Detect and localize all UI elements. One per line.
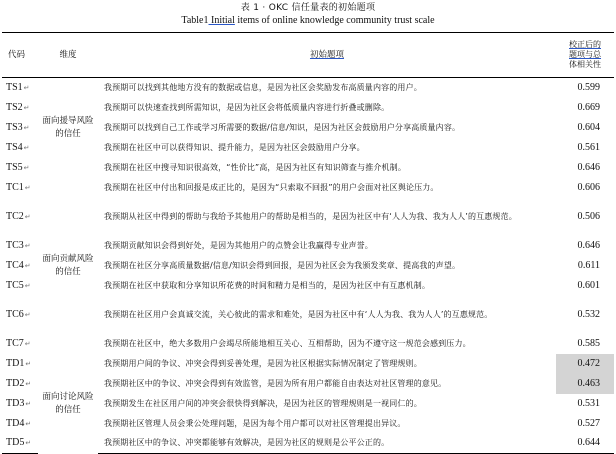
row-code: TD1↵: [6, 357, 32, 369]
row-item: 我预期可以快速查找到所需知识，是因为社区会将低质量内容进行折叠或删除。: [104, 102, 390, 112]
row-score: 0.646: [577, 239, 600, 251]
row-item: 我预期可以找到自己工作或学习所需要的数据/信息/知识，是因为社区会鼓励用户分享高质量内容。: [104, 122, 461, 132]
table-row: [2, 78, 614, 98]
row-code: TD3↵: [6, 397, 32, 409]
row-item: 我预期社区管理人员会秉公处理问题，是因为每个用户都可以对社区管理提出异议。: [104, 418, 406, 428]
row-code: TC6↵: [6, 308, 31, 320]
row-score: 0.611: [577, 259, 600, 271]
row-item: 我预期从社区中得到的帮助与我给予其他用户的帮助是相当的，是因为社区中有‘人人为我、我为人人’的互惠规范。: [104, 211, 517, 221]
dimension-td: 面向讨论风险的信任: [42, 391, 94, 415]
row-item: 我预期贡献知识会得到好处，是因为其他用户的点赞会让我赢得专业声誉。: [104, 240, 373, 250]
row-code: TS3↵: [6, 121, 30, 133]
row-item: 我预期社区中的争议、冲突都能够有效解决，是因为社区的规则是公平公正的。: [98, 434, 556, 454]
row-code: TC1↵: [6, 181, 31, 193]
row-code: TS2↵: [6, 101, 30, 113]
row-score: 0.527: [577, 417, 600, 429]
table-caption-cn: 表 1 · OKC 信任量表的初始题项: [240, 3, 376, 13]
dimension-ts: 面向援导风险的信任: [42, 115, 94, 139]
row-item: 我预期在社区中获取和分享知识所花费的时间和精力是相当的，是因为社区中有互惠机制。: [104, 280, 430, 290]
row-code: TD5↵: [2, 434, 38, 454]
row-score: 0.601: [577, 279, 600, 291]
row-item: 我预期在社区中搜寻知识很高效，“性价比”高，是因为社区有知识筛查与推介机制。: [104, 162, 406, 172]
header-item-label: 初始题项: [309, 49, 344, 60]
row-score: 0.561: [577, 141, 600, 153]
header-item: [98, 33, 556, 78]
table-header-row: [2, 33, 614, 78]
row-score: 0.532: [577, 308, 600, 320]
dimension-tc: 面向贡献风险的信任: [42, 253, 94, 277]
row-score: 0.646: [577, 161, 600, 173]
row-code: TC7↵: [6, 337, 31, 349]
table-row: [2, 354, 614, 374]
row-score: 0.606: [577, 181, 600, 193]
row-item: 我预期在社区分享高质量数据/信息/知识会得到回报，是因为社区会为我颁发奖章、提高我的声望。: [104, 260, 461, 270]
header-score-line3: 体相关性: [569, 60, 601, 69]
row-score: 0.669: [577, 101, 600, 113]
row-score-highlighted: 0.463: [556, 374, 614, 394]
table-caption-en: [0, 15, 616, 27]
row-code: TD2↵: [6, 377, 32, 389]
row-score-highlighted: 0.472: [556, 354, 614, 374]
header-score-line2: 题项与总: [569, 50, 601, 59]
header-dimension: 维度: [38, 33, 98, 78]
row-score: 0.531: [577, 397, 600, 409]
row-code: TC5↵: [6, 279, 31, 291]
row-item: 我预期在社区中付出和回报是成正比的，是因为“只索取不回报”的用户会面对社区舆论压力。: [104, 182, 439, 192]
row-score: 0.604: [577, 121, 600, 133]
row-code: TD4↵: [6, 417, 32, 429]
caption-en-pre: Table1: [181, 15, 209, 26]
row-item: 我预期在社区用户会真诚交流，关心彼此的需求和难处，是因为社区中有‘人人为我、我为人人’的互惠规范。: [104, 309, 493, 319]
row-item: 我预期在社区中，绝大多数用户会竭尽所能地相互关心、互相帮助，因为不遵守这一规范会感到压力。: [104, 338, 471, 348]
row-item: 我预期可以找到其他地方没有的数据或信息，是因为社区会奖励发布高质量内容的用户。: [104, 82, 422, 92]
row-score: 0.585: [577, 337, 600, 349]
header-code: 代码: [2, 33, 38, 78]
table-row: [2, 178, 614, 198]
row-score: 0.599: [577, 81, 600, 93]
row-code: TS5↵: [6, 161, 30, 173]
row-code: TS1↵: [6, 81, 30, 93]
row-code: TC2↵: [6, 210, 31, 222]
row-score: 0.644: [556, 434, 614, 454]
row-item: 我预期用户间的争议、冲突会得到妥善处理，是因为社区根据实际情况制定了管理规则。: [104, 358, 422, 368]
row-code: TC4↵: [6, 259, 31, 271]
header-score: [556, 33, 614, 78]
row-code: TS4↵: [6, 141, 30, 153]
row-code: TC3↵: [6, 239, 31, 251]
caption-en-link: Initial: [208, 15, 235, 26]
header-score-line1: 校正后的: [569, 40, 601, 49]
row-item: 我预期发生在社区用户间的冲突会很快得到解决，是因为社区的管理规则是一视同仁的。: [104, 398, 422, 408]
caption-en-post: items of online knowledge community trust scale: [234, 15, 435, 26]
row-score: 0.506: [577, 210, 600, 222]
row-item: 我预期在社区中可以获得知识、提升能力，是因为社区会鼓励用户分享。: [104, 142, 365, 152]
row-item: 我预期社区中的争议、冲突会得到有效监管，是因为所有用户都能自由表达对社区管理的意见。: [104, 378, 447, 388]
trust-scale-table: [2, 32, 614, 454]
